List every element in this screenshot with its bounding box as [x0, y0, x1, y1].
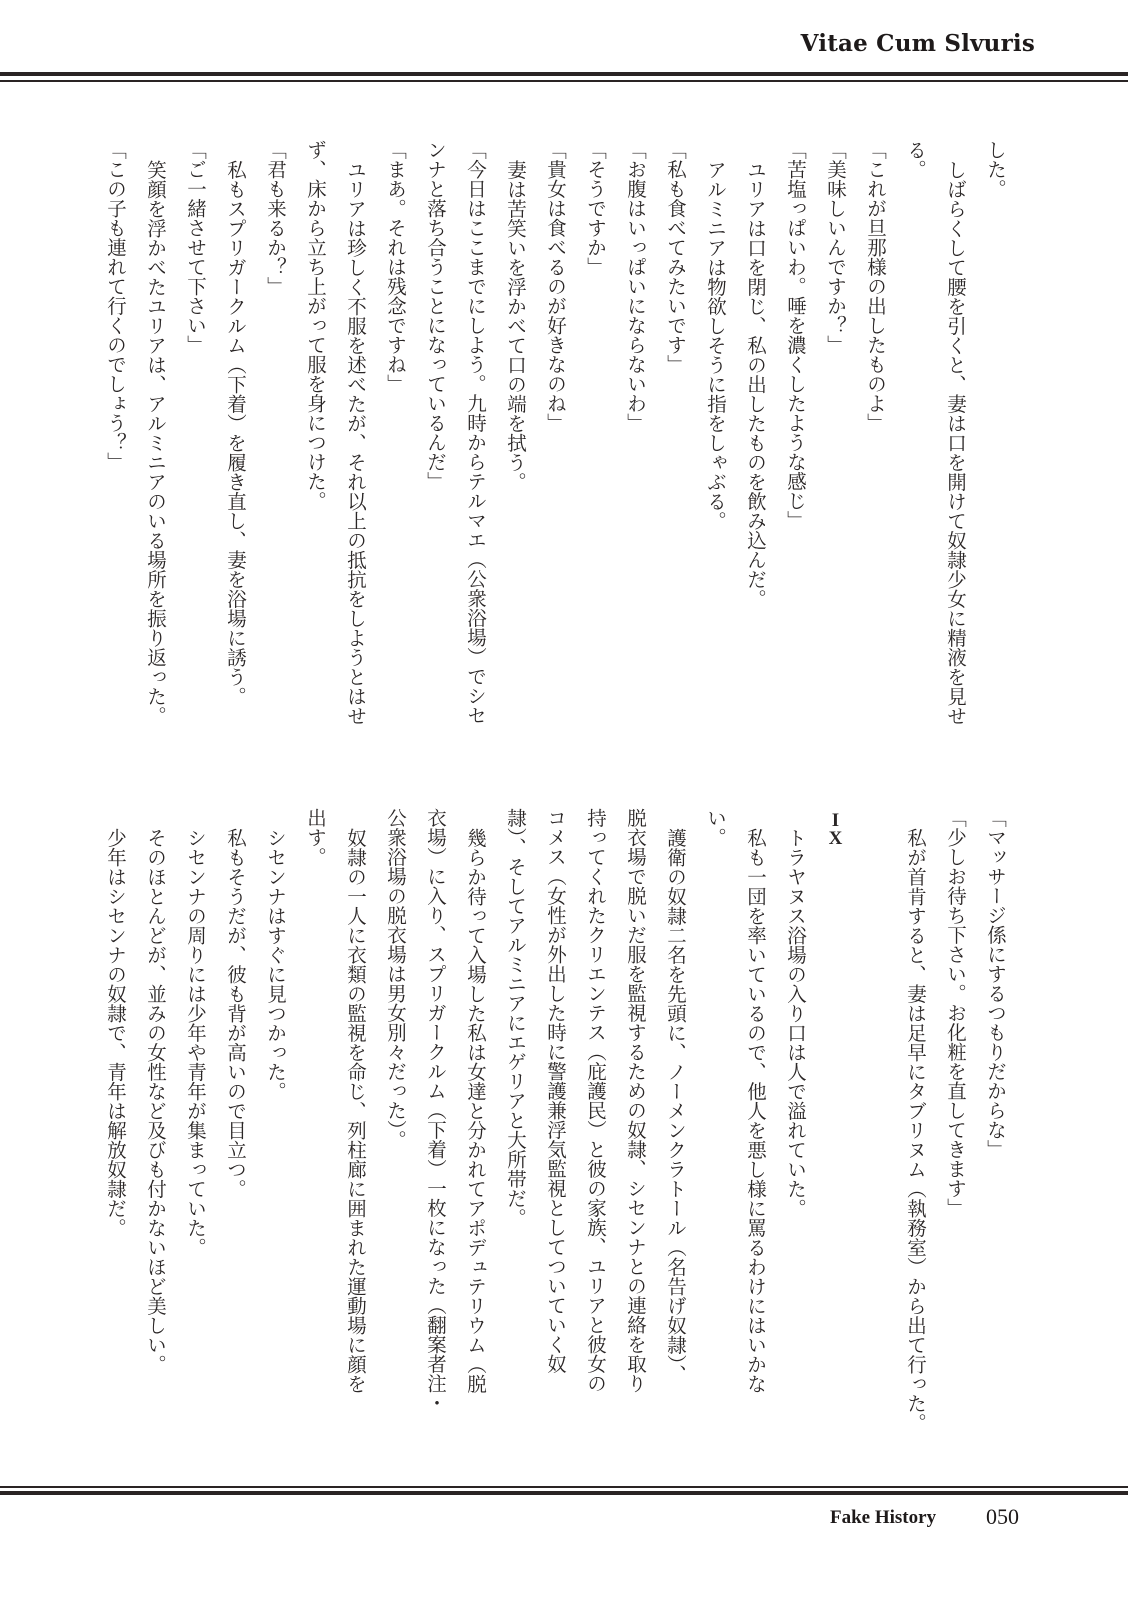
text-line: 妻は苦笑いを浮かべて口の端を拭う。: [504, 159, 527, 491]
text-line: 「これが旦那様の出したものよ」: [864, 140, 887, 433]
text-line: ユリアは口を閉じ、私の出したものを飲み込んだ。: [744, 159, 767, 608]
text-line: 奴隷の一人に衣類の監視を命じ、列柱廊に囲まれた運動場に顔を: [344, 827, 367, 1393]
text-line: 「貴女は食べるのが好きなのね」: [544, 140, 567, 433]
text-line: い。: [704, 808, 727, 847]
text-line: 私もスプリガークルム（下着）を履き直し、妻を浴場に誘う。: [224, 159, 247, 706]
text-line: ンナと落ち合うことになっているんだ」: [424, 140, 447, 491]
text-line: 隷）、そしてアルミニアにエゲリアと大所帯だ。: [504, 808, 527, 1228]
running-header-title: Vitae Cum Slvuris: [800, 30, 1035, 57]
text-line: 「ご一緒させて下さい」: [184, 140, 207, 355]
text-line: ユリアは珍しく不服を述べたが、それ以上の抵抗をしようとはせ: [344, 159, 367, 725]
text-line: 脱衣場で脱いだ服を監視するための奴隷、シセンナとの連絡を取り: [624, 808, 647, 1393]
text-line: トラヤヌス浴場の入り口は人で溢れていた。: [784, 827, 807, 1218]
text-line: [855, 808, 895, 1408]
text-line: しばらくして腰を引くと、妻は口を開けて奴隷少女に精液を見せ: [944, 159, 967, 725]
text-line: アルミニアは物欲しそうに指をしゃぶる。: [704, 159, 727, 530]
text-line: 「君も来るか？」: [264, 140, 287, 296]
text-line: 出す。: [304, 808, 327, 867]
text-line: した。: [984, 140, 1007, 199]
text-line: 公衆浴場の脱衣場は男女別々だった）。: [384, 808, 407, 1150]
text-line: 私が首肯すると、妻は足早にタブリヌム（執務室）から出て行った。: [904, 827, 927, 1432]
text-line: 私もそうだが、彼も背が高いので目立つ。: [224, 827, 247, 1198]
text-line: ず、床から立ち上がって服を身につけた。: [304, 140, 327, 511]
text-line: 「今日はここまでにしよう。九時からテルマエ（公衆浴場）でシセ: [464, 140, 487, 725]
text-line: 少年はシセンナの奴隷で、青年は解放奴隷だ。: [104, 827, 127, 1237]
header-rule-thin: [0, 80, 1128, 82]
header-rule-thick: [0, 72, 1128, 76]
text-line: 幾らか待って入場した私は女達と分かれてアポデュテリウム（脱: [464, 827, 487, 1393]
text-line: 「少しお待ち下さい。お化粧を直してきます」: [944, 808, 967, 1218]
footer-rule-thick: [0, 1491, 1128, 1495]
text-line: 「お腹はいっぱいにならないわ」: [624, 140, 647, 433]
text-line: シセンナはすぐに見つかった。: [264, 827, 287, 1101]
text-line: 「美味しいんですか？」: [824, 140, 847, 355]
text-line: シセンナの周りには少年や青年が集まっていた。: [184, 827, 207, 1257]
text-line: コメス（女性が外出した時に警護兼浮気監視としてついていく奴: [544, 808, 567, 1374]
text-line: 私も一団を率いているので、他人を悪し様に罵るわけにはいかな: [744, 827, 767, 1393]
footer-rule-thin: [0, 1486, 1128, 1488]
text-line: 「この子も連れて行くのでしょう？」: [104, 140, 127, 472]
text-line: 持ってくれたクリエンテス（庇護民）と彼の家族、ユリアと彼女の: [584, 808, 607, 1393]
running-footer-title: Fake History: [830, 1507, 937, 1528]
text-block-lower: [95, 808, 1015, 1432]
chapter-heading: IX: [825, 810, 846, 846]
text-line: 「苦塩っぱいわ。唾を濃くしたような感じ」: [784, 140, 807, 530]
text-line: 護衛の奴隷二名を先頭に、ノーメンクラトール（名告げ奴隷）、: [664, 827, 687, 1384]
text-line: 「そうですか」: [584, 140, 607, 277]
text-block-upper: [95, 140, 1015, 740]
text-line: 「マッサージ係にするつもりだからな」: [984, 808, 1007, 1159]
page-number: 050: [986, 1504, 1019, 1529]
text-line: 衣場）に入り、スプリガークルム（下着）一枚になった（翻案者注・: [424, 808, 447, 1413]
text-line: 「私も食べてみたいです」: [664, 140, 687, 374]
text-line: る。: [904, 140, 927, 179]
text-line: 笑顔を浮かべたユリアは、アルミニアのいる場所を振り返った。: [144, 159, 167, 725]
text-line: 「まあ。それは残念ですね」: [384, 140, 407, 394]
text-line: そのほとんどが、並みの女性など及びも付かないほど美しい。: [144, 827, 167, 1374]
